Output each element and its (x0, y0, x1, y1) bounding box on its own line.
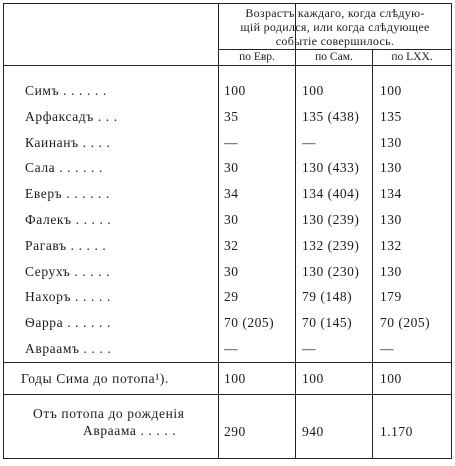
row-value-evr: 29 (224, 289, 239, 304)
row-name: Серухъ . . . . . (25, 264, 111, 279)
row-name: Еверъ . . . . . . (25, 186, 110, 201)
row-value-sam: 100 (302, 83, 324, 98)
row-name: Каинанъ . . . . (25, 135, 111, 150)
sim-years-lxx: 100 (380, 371, 402, 386)
row-name: Нахоръ . . . . . (25, 289, 111, 304)
row-name: Авраамъ . . . . (25, 341, 112, 356)
row-name: Сала . . . . . . (25, 160, 103, 175)
column-rule (295, 3, 296, 459)
row-value-lxx: 135 (380, 109, 402, 124)
chronology-table (3, 3, 452, 459)
flood-to-abraham-sam: 940 (302, 424, 324, 439)
row-value-evr: 34 (224, 186, 239, 201)
sim-years-sam: 100 (302, 371, 324, 386)
row-value-evr: 70 (205) (224, 315, 275, 330)
row-value-lxx: — (380, 341, 394, 356)
section-rule (3, 362, 452, 363)
row-value-sam: 130 (433) (302, 160, 360, 175)
flood-to-abraham-lxx: 1.170 (380, 424, 413, 439)
row-value-lxx: 130 (380, 212, 402, 227)
row-name: Симъ . . . . . . (25, 83, 107, 98)
sim-years-evr: 100 (224, 371, 246, 386)
row-name: Арфаксадъ . . . (25, 109, 118, 124)
row-value-sam: — (302, 341, 316, 356)
row-value-lxx: 130 (380, 160, 402, 175)
header-title-line-3: событіе совершилось. (275, 34, 395, 48)
row-value-evr: 100 (224, 83, 246, 98)
row-value-evr: 32 (224, 238, 239, 253)
column-rule (218, 3, 219, 459)
row-value-sam: 70 (145) (302, 315, 353, 330)
header-bottom-rule (3, 65, 452, 66)
row-name: Фалекъ . . . . . (25, 212, 112, 227)
flood-to-abraham-label-line-2: Авраама . . . . . (83, 423, 177, 438)
flood-to-abraham-evr: 290 (224, 424, 246, 439)
header-divider (218, 49, 452, 50)
row-name: Ѳарра . . . . . . (25, 315, 111, 330)
header-title-line-1: Возрастъ каждаго, когда слѣдую- (245, 6, 425, 20)
column-header-sam: по Сам. (315, 51, 353, 63)
row-value-evr: — (224, 135, 238, 150)
row-value-sam: 134 (404) (302, 186, 360, 201)
column-rule (372, 50, 373, 459)
flood-to-abraham-label-line-1: Отъ потопа до рожденія (33, 406, 185, 421)
row-value-lxx: 179 (380, 289, 402, 304)
row-value-sam: 132 (239) (302, 238, 360, 253)
row-value-lxx: 100 (380, 83, 402, 98)
row-value-evr: 30 (224, 212, 239, 227)
row-value-sam: — (302, 135, 316, 150)
row-value-lxx: 132 (380, 238, 402, 253)
section-rule (3, 394, 452, 395)
table-border (3, 3, 452, 459)
row-value-evr: — (224, 341, 238, 356)
row-value-sam: 135 (438) (302, 109, 360, 124)
row-value-evr: 30 (224, 160, 239, 175)
row-value-evr: 30 (224, 264, 239, 279)
row-name: Рагавъ . . . . . (25, 238, 107, 253)
row-value-sam: 130 (239) (302, 212, 360, 227)
column-header-evr: по Евр. (239, 51, 275, 63)
header-title-line-2: щій родился, или когда слѣдующее (240, 20, 430, 34)
row-value-sam: 79 (148) (302, 289, 353, 304)
row-value-lxx: 134 (380, 186, 402, 201)
row-value-lxx: 130 (380, 135, 402, 150)
row-value-lxx: 130 (380, 264, 402, 279)
row-value-evr: 35 (224, 109, 239, 124)
row-value-lxx: 70 (205) (380, 315, 431, 330)
sim-years-label: Годы Сима до потопа¹). (21, 371, 169, 386)
row-value-sam: 130 (230) (302, 264, 360, 279)
column-header-lxx: по LXX. (391, 51, 433, 63)
